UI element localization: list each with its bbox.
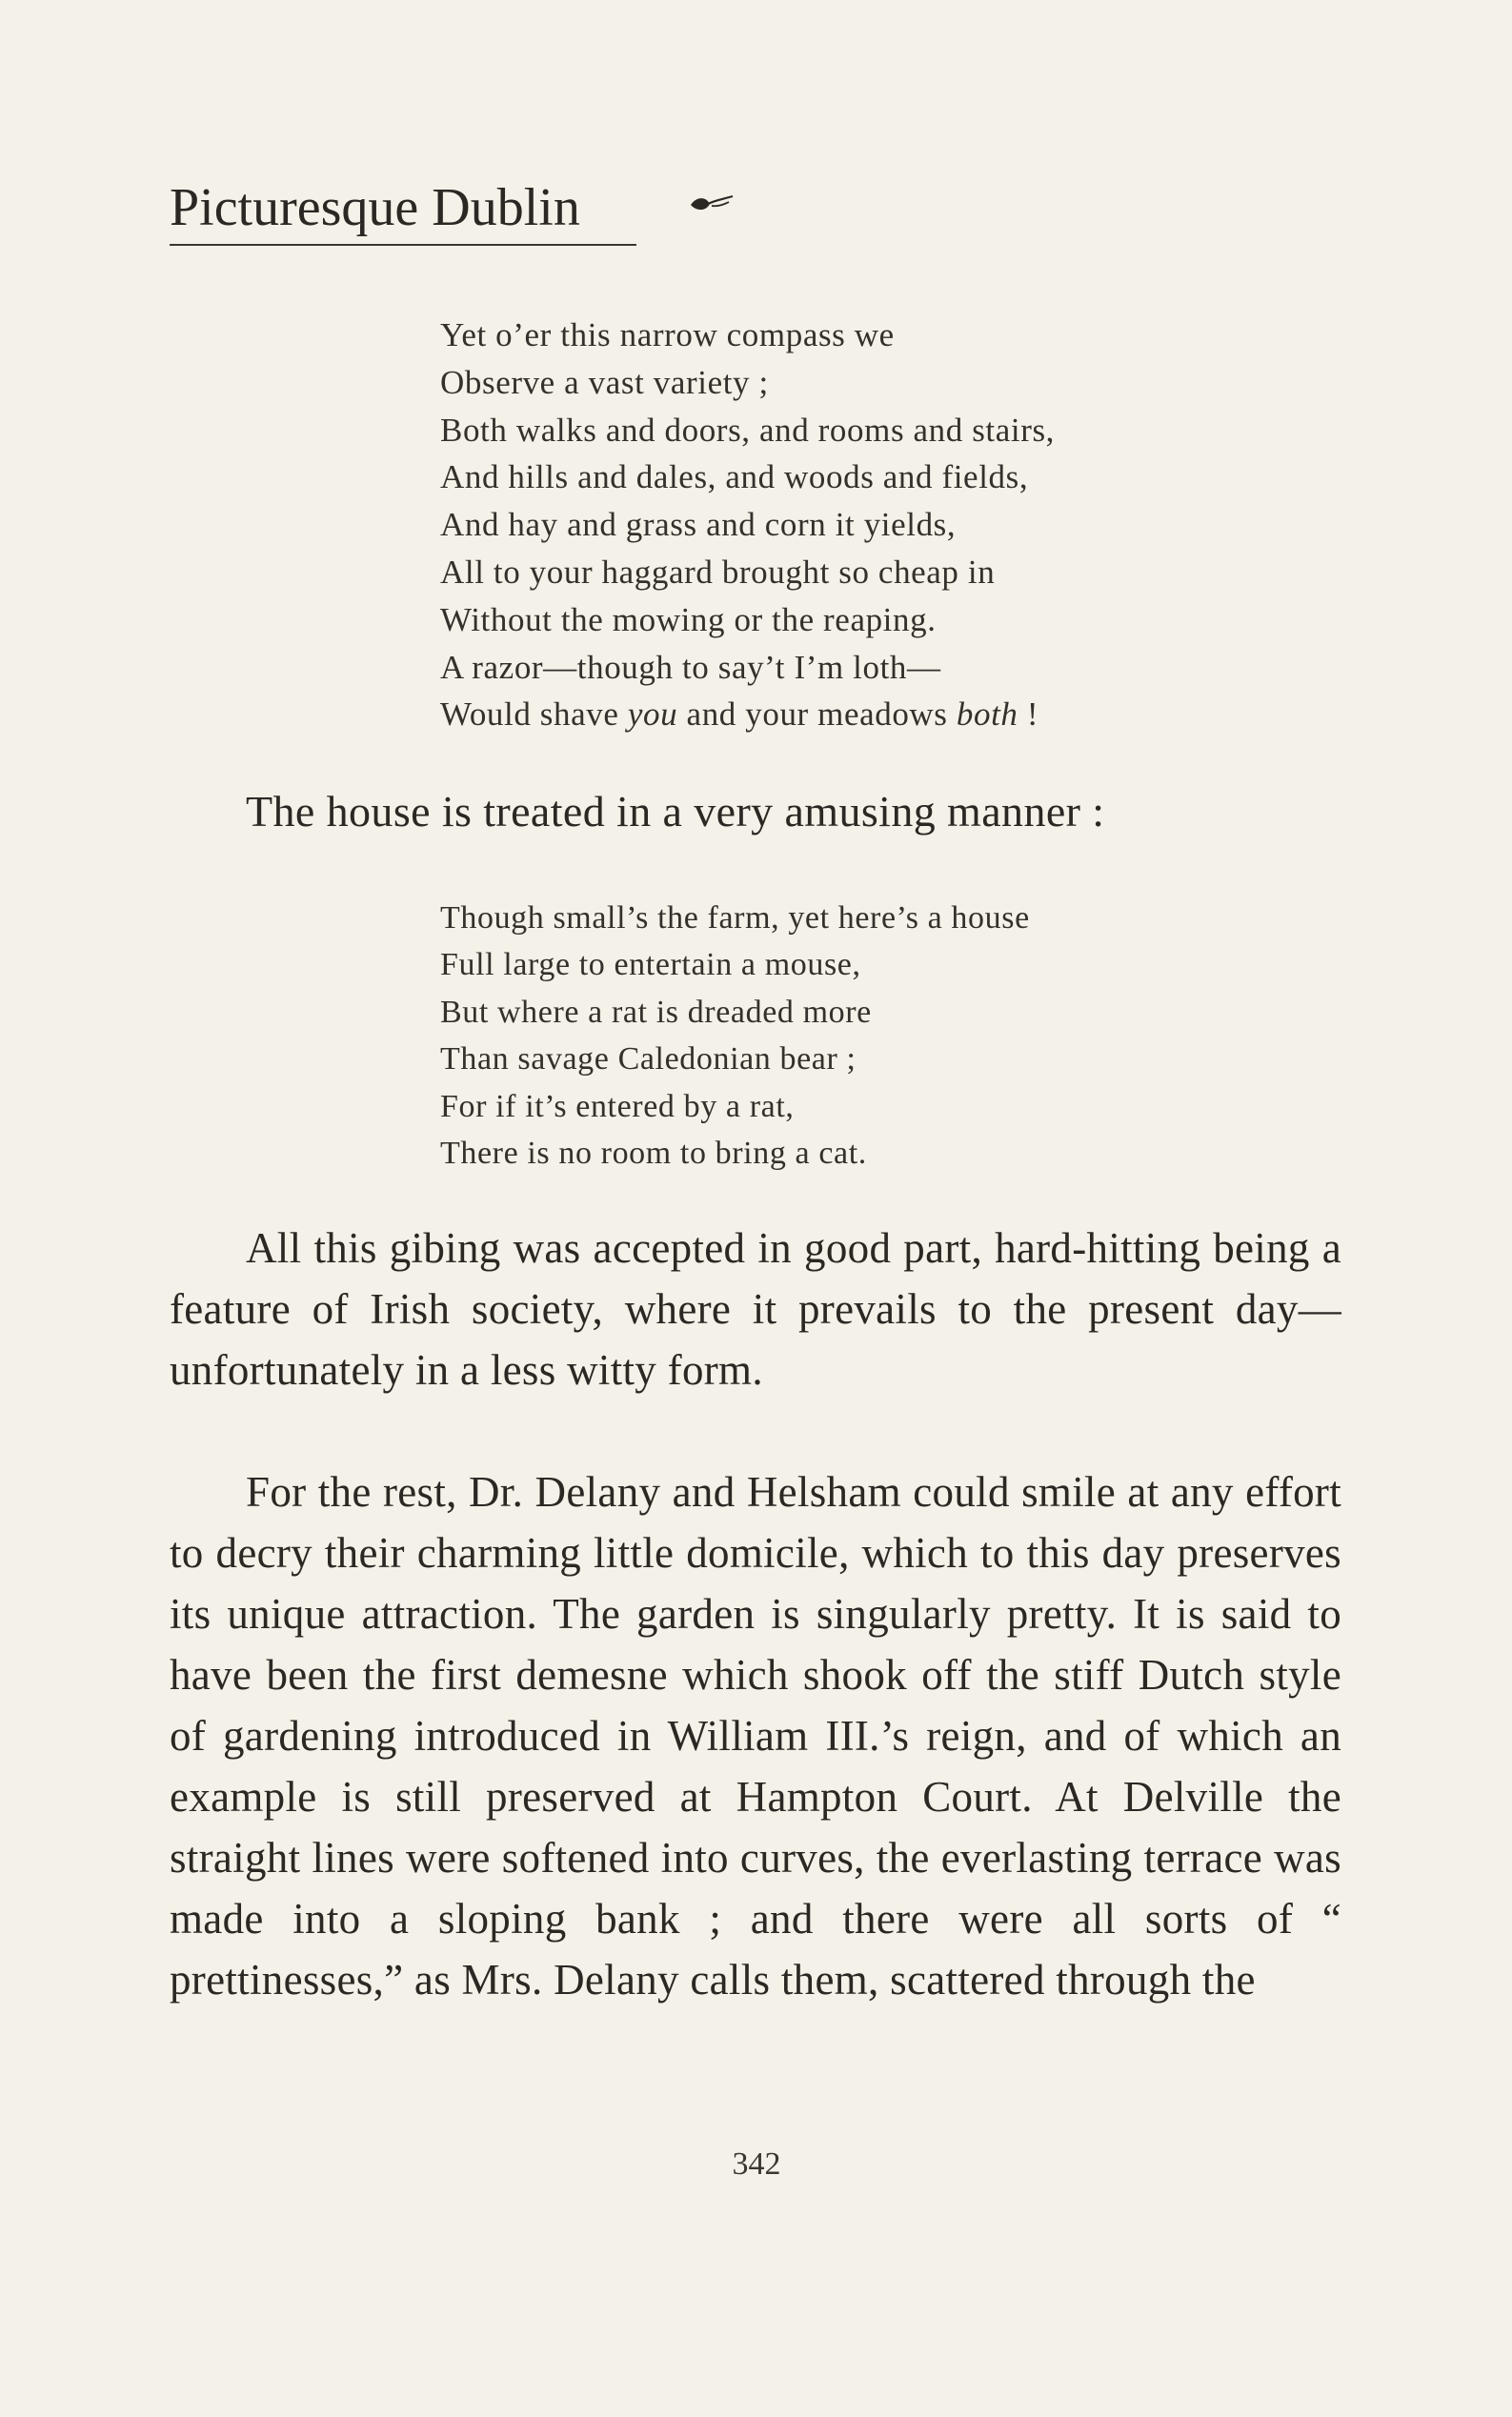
poem-line: And hay and grass and corn it yields, <box>440 506 957 544</box>
running-head <box>170 171 636 248</box>
poem-line: Though small’s the farm, yet here’s a house <box>440 900 1030 936</box>
poem-italic-word: you <box>627 695 678 734</box>
poem-text: ! <box>1018 695 1039 734</box>
poem-line: Full large to entertain a mouse, <box>440 947 861 983</box>
poem-line: Observe a vast variety ; <box>440 363 769 401</box>
prose-paragraph-1: All this gibing was accepted in good part, hard-hitting being a feature of Irish society, where it prevails to the present day—unfortunately in a less witty form. <box>170 1224 1341 1394</box>
poem-stanza-2 <box>440 895 1030 1177</box>
poem-stanza-1 <box>440 312 1055 738</box>
poem-line: All to your haggard brought so cheap in <box>440 553 996 591</box>
head-rule <box>170 244 636 246</box>
leaf-ornament-icon <box>689 192 735 215</box>
poem-line: And hills and dales, and woods and fields, <box>440 458 1029 496</box>
running-title: Picturesque Dublin <box>170 178 580 237</box>
prose-paragraph-2: For the rest, Dr. Delany and Helsham could smile at any effort to decry their charming little domicile, which to this day preserves its unique attraction. The garden is singularly pretty. It is said to have been the first demesne which shook off the stiff Dutch style of gardening introduced in William III.’s reign, and of which an example is still preserved at Hampton Court. At Delville the straight lines were softened into curves, the everlasting terrace was made into a sloping bank ; and there were all sorts of “ prettinesses,” as Mrs. Delany calls them, scattered through the <box>170 1468 1341 2004</box>
poem-line: Without the mowing or the reaping. <box>440 600 937 638</box>
poem-line: For if it’s entered by a rat, <box>440 1088 795 1124</box>
poem-line: Yet o’er this narrow compass we <box>440 316 895 353</box>
poem-line: Both walks and doors, and rooms and stairs, <box>440 411 1056 449</box>
poem-line: Than savage Caledonian bear ; <box>440 1041 857 1078</box>
poem-line: But where a rat is dreaded more <box>440 994 872 1030</box>
poem-text: Would shave <box>440 695 628 734</box>
page-number: 342 <box>732 2146 781 2182</box>
poem-line: A razor—though to say’t I’m loth— <box>440 648 941 686</box>
poem-text: and your meadows <box>677 695 957 734</box>
poem-line-last <box>440 691 1055 738</box>
intro-sentence: The house is treated in a very amusing manner : <box>246 787 1105 836</box>
poem-italic-word: both <box>956 695 1018 734</box>
poem-line: There is no room to bring a cat. <box>440 1136 867 1172</box>
